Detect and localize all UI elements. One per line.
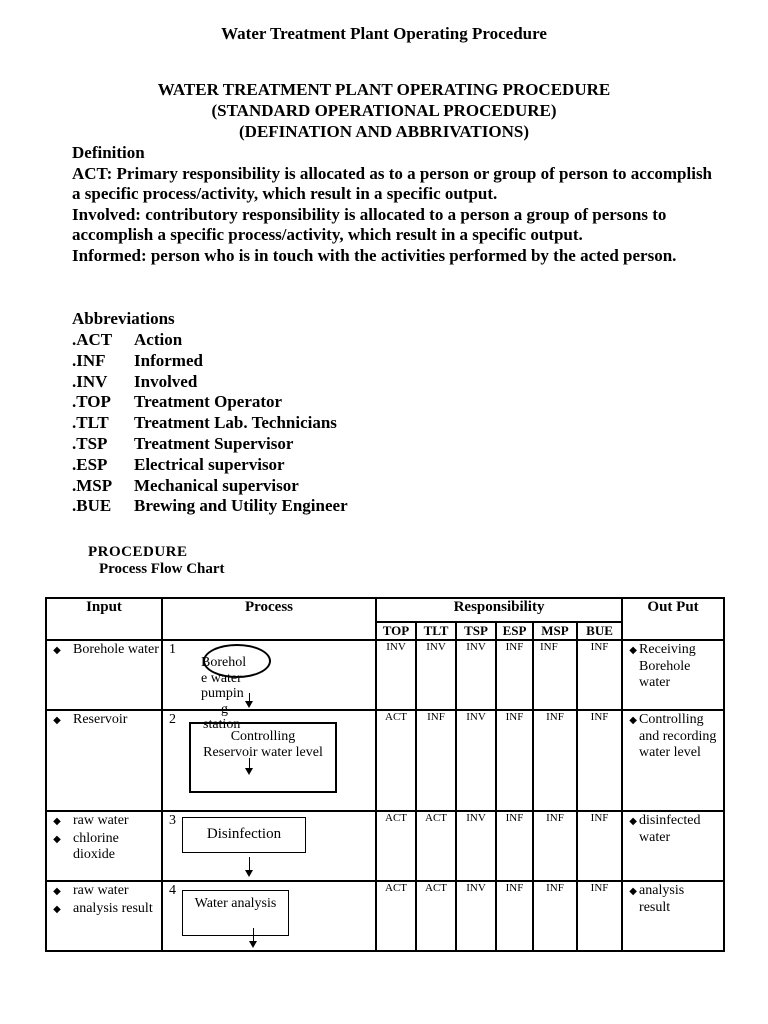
role-cell: INF [496,811,533,881]
header-role: MSP [533,622,577,640]
abbreviation-item [72,496,348,517]
diamond-bullet-icon: ◆ [53,886,61,897]
input-item: ◆ raw water [51,883,161,901]
input-item: ◆ analysis result [51,901,161,919]
abbreviation-item [72,372,348,393]
output-cell [622,710,724,811]
header-role: TSP [456,622,496,640]
input-item: ◆ chlorine dioxide [51,831,161,864]
process-label: Borehol e water pumpin g station [201,655,247,732]
output-item: ◆ Receiving Borehole water [627,642,723,692]
step-number: 2 [169,712,176,727]
input-cell [46,710,162,811]
flow-arrow-line [253,928,254,942]
arrow-down-icon [245,870,253,877]
abbreviation-meaning: Involved [134,371,198,391]
role-cell: INV [456,811,496,881]
header-process: Process [162,598,376,640]
process-cell [162,881,376,951]
diamond-bullet-icon: ◆ [53,816,61,827]
abbreviation-meaning: Informed [134,350,203,370]
abbreviation-code: .INV [72,371,108,391]
diamond-bullet-icon: ◆ [629,816,637,827]
abbreviation-meaning: Brewing and Utility Engineer [134,496,348,516]
table-row [46,710,724,811]
role-cell: INV [376,640,416,710]
abbreviation-code: .TLT [72,413,109,433]
header-role: TLT [416,622,456,640]
input-item: ◆ raw water [51,813,161,831]
abbreviation-item [72,476,348,497]
diamond-bullet-icon: ◆ [53,833,61,845]
diamond-bullet-icon: ◆ [53,715,61,726]
role-cell: INF [533,710,577,811]
role-cell: INF [496,881,533,951]
output-cell [622,640,724,710]
role-cell: INF [533,811,577,881]
abbreviation-item [72,455,348,476]
procedure-label: PROCEDURE [88,544,188,556]
role-cell: ACT [376,811,416,881]
abbreviation-meaning: Treatment Supervisor [134,433,294,453]
arrow-down-icon [245,701,253,708]
input-cell [46,811,162,881]
diamond-bullet-icon: ◆ [629,645,637,656]
process-cell [162,811,376,881]
process-box: Controlling Reservoir water level [189,722,337,793]
abbreviation-code: .ACT [72,330,113,349]
abbreviation-meaning: Mechanical supervisor [134,475,299,495]
role-cell: INV [456,881,496,951]
page-title: Water Treatment Plant Operating Procedure [221,24,547,43]
definition-act: ACT: Primary responsibility is allocated as to a person or group of person to accomplish a specific process/activity, which result in a specific output. [72,163,713,203]
step-number: 1 [169,642,176,657]
header-responsibility: Responsibility [376,598,622,622]
diamond-bullet-icon: ◆ [53,645,61,656]
abbreviation-item [72,351,348,372]
definition-section [72,143,712,266]
input-cell [46,881,162,951]
role-cell: ACT [376,881,416,951]
input-item: ◆ Borehole water [51,642,161,660]
table-row [46,640,724,710]
heading-line-3: (DEFINATION AND ABBRIVATIONS) [239,122,529,141]
role-cell: INV [416,640,456,710]
abbreviation-code: .ESP [72,454,108,474]
role-cell: ACT [416,881,456,951]
abbreviation-code: .BUE [72,496,112,516]
header-role: ESP [496,622,533,640]
definition-involved: Involved: contributory responsibility is allocated to a person a group of persons to accomplish a specific process/activity, which result in a specific output. [72,204,667,244]
definition-title: Definition [72,143,145,162]
role-cell: INF [577,811,622,881]
role-cell: INV [456,710,496,811]
diamond-bullet-icon: ◆ [53,903,61,915]
process-box: Disinfection [182,817,306,853]
table-header-row [46,598,724,622]
flow-arrow-line [249,857,250,871]
heading-line-1: WATER TREATMENT PLANT OPERATING PROCEDURE [157,80,611,99]
role-cell: INF [577,710,622,811]
table-row [46,811,724,881]
input-item: ◆ Reservoir [51,712,161,730]
abbreviation-code: .TOP [72,392,111,412]
header-role: TOP [376,622,416,640]
abbreviations-list [72,330,348,517]
step-number: 4 [169,883,176,898]
role-cell: INF [533,640,577,710]
abbreviation-meaning: Action [134,330,183,349]
abbreviation-item [72,330,348,351]
process-cell [162,710,376,811]
process-box: Water analysis [182,890,289,936]
flow-chart-title: Process Flow Chart [99,561,225,577]
abbreviations-title: Abbreviations [72,309,175,328]
abbreviation-item [72,392,348,413]
header-output: Out Put [622,598,724,640]
output-item: ◆ analysis result [627,883,723,916]
role-cell: INF [496,640,533,710]
role-cell: INF [416,710,456,811]
abbreviation-meaning: Electrical supervisor [134,454,285,474]
output-item: ◆ disinfected water [627,813,723,846]
output-cell [622,811,724,881]
process-cell [162,640,376,732]
abbreviation-meaning: Treatment Lab. Technicians [134,413,337,433]
role-cell: INF [577,881,622,951]
arrow-down-icon [249,941,257,948]
role-cell: INV [456,640,496,710]
header-input: Input [46,598,162,640]
diamond-bullet-icon: ◆ [629,715,637,726]
step-number: 3 [169,813,176,828]
abbreviation-code: .INF [72,350,106,370]
header-role: BUE [577,622,622,640]
diamond-bullet-icon: ◆ [629,886,637,897]
role-cell: INF [533,881,577,951]
role-cell: ACT [416,811,456,881]
abbreviation-item [72,434,348,455]
abbreviation-code: .MSP [72,475,113,495]
heading-line-2: (STANDARD OPERATIONAL PROCEDURE) [211,101,557,120]
input-cell [46,640,162,710]
arrow-down-icon [245,768,253,775]
role-cell: INF [577,640,622,710]
role-cell: INF [496,710,533,811]
abbreviation-item [72,413,348,434]
output-item: ◆ Controlling and recording water level [627,712,723,762]
process-table [45,597,725,952]
role-cell: ACT [376,710,416,811]
table-row [46,881,724,951]
abbreviation-code: .TSP [72,433,108,453]
abbreviation-meaning: Treatment Operator [134,392,283,412]
definition-informed: Informed: person who is in touch with the activities performed by the acted person. [72,245,677,265]
output-cell [622,881,724,951]
